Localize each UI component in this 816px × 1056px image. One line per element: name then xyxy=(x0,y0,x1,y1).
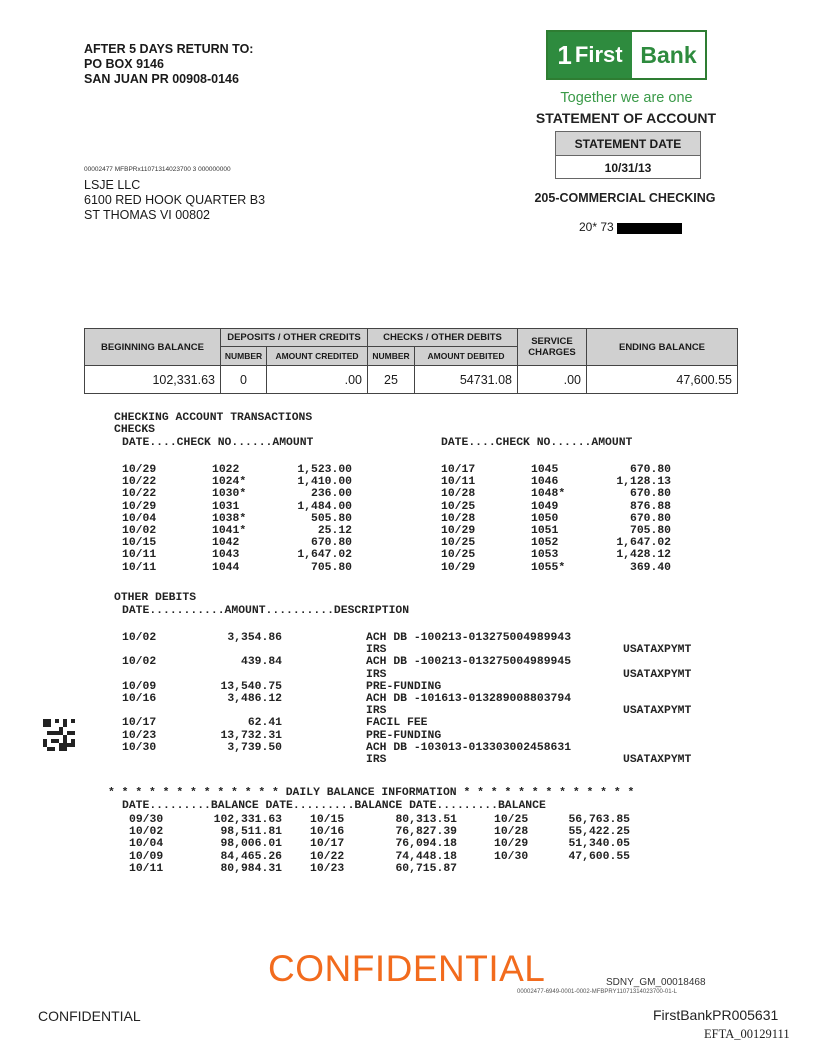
balance-date: 09/30 xyxy=(129,814,164,826)
check-number: 1043 xyxy=(212,549,240,562)
debit-reference: USATAXPYMT xyxy=(623,705,692,718)
balance-amount: 74,448.18 xyxy=(395,850,457,863)
checks-header-left: DATE....CHECK NO......AMOUNT xyxy=(122,437,314,449)
debit-date: 10/23 xyxy=(122,729,157,742)
check-date: 10/25 xyxy=(441,549,476,562)
amount-debited-header: AMOUNT DEBITED xyxy=(415,347,518,366)
check-number: 1024* xyxy=(212,476,247,489)
check-amount: 670.80 xyxy=(629,488,671,501)
firstbank-logo xyxy=(546,30,707,80)
account-number: 20* 73 xyxy=(579,220,614,234)
balance-amount: 80,313.51 xyxy=(395,814,457,826)
balance-amount: 55,422.25 xyxy=(568,826,630,839)
check-date: 10/29 xyxy=(122,464,157,476)
check-date: 10/28 xyxy=(441,512,476,525)
check-date: 10/11 xyxy=(122,549,157,562)
check-amount: 1,647.02 xyxy=(616,537,671,550)
deposits-number-header: NUMBER xyxy=(221,347,267,366)
debit-description: ACH DB -103013-013303002458631 xyxy=(366,741,572,754)
debit-description: ACH DB -101613-013289008803794 xyxy=(366,692,572,705)
balance-date: 10/23 xyxy=(310,862,345,875)
check-number: 1053 xyxy=(531,549,559,562)
check-number: 1046 xyxy=(531,476,559,489)
balance-amount: 76,094.18 xyxy=(395,838,457,851)
balance-date: 10/04 xyxy=(129,838,164,851)
check-number: 1045 xyxy=(531,464,559,476)
check-amount: 25.12 xyxy=(317,524,352,537)
service-charges-header: SERVICE CHARGES xyxy=(518,329,587,366)
balance-date: 10/29 xyxy=(494,838,529,851)
debit-description: ACH DB -100213-013275004989943 xyxy=(366,632,572,644)
statement-title: STATEMENT OF ACCOUNT xyxy=(535,110,717,126)
checks-header: CHECKS / OTHER DEBITS xyxy=(368,329,518,347)
check-date: 10/17 xyxy=(441,464,476,476)
check-date: 10/11 xyxy=(122,561,157,574)
check-amount: 369.40 xyxy=(629,561,671,574)
return-address xyxy=(84,42,253,87)
customer-address-line: ST THOMAS VI 00802 xyxy=(84,208,210,222)
check-date: 10/22 xyxy=(122,488,157,501)
bates-number: SDNY_GM_00018468 xyxy=(606,977,706,988)
balance-date: 10/15 xyxy=(310,814,345,826)
balance-amount: 102,331.63 xyxy=(213,814,282,826)
balance-amount: 47,600.55 xyxy=(568,850,630,863)
balance-date: 10/17 xyxy=(310,838,345,851)
mail-code: 00002477 MFBPRx11071314023700 3 000000000 xyxy=(84,166,231,173)
check-date: 10/29 xyxy=(441,561,476,574)
return-address-line: AFTER 5 DAYS RETURN TO: xyxy=(84,42,254,56)
check-amount: 670.80 xyxy=(310,537,352,550)
debit-payee: IRS xyxy=(366,753,387,766)
customer-address-line: LSJE LLC xyxy=(84,178,141,192)
check-amount: 236.00 xyxy=(310,488,352,501)
check-number: 1044 xyxy=(212,561,240,574)
balance-date: 10/02 xyxy=(129,826,164,839)
check-amount: 1,428.12 xyxy=(616,549,671,562)
debit-description: FACIL FEE xyxy=(366,717,428,730)
account-summary-table xyxy=(84,328,738,394)
balance-amount: 80,984.31 xyxy=(220,862,282,875)
check-amount: 1,410.00 xyxy=(297,476,352,489)
amount-credited-header: AMOUNT CREDITED xyxy=(267,347,368,366)
balance-amount: 84,465.26 xyxy=(220,850,282,863)
footer-bates: FirstBankPR005631 xyxy=(653,1007,779,1023)
check-amount: 705.80 xyxy=(629,524,671,537)
return-address-line: SAN JUAN PR 00908-0146 xyxy=(84,72,239,86)
footer-confidential: CONFIDENTIAL xyxy=(38,1008,141,1024)
statement-date-label: STATEMENT DATE xyxy=(556,132,700,156)
barcode-icon xyxy=(43,719,75,751)
redaction-bar xyxy=(617,223,682,234)
check-number: 1042 xyxy=(212,537,240,550)
daily-balance-title: * * * * * * * * * * * * * DAILY BALANCE INFORMATION * * * * * * * * * * * * * xyxy=(108,787,635,799)
tagline: Together we are one xyxy=(560,90,693,106)
check-date: 10/22 xyxy=(122,476,157,489)
balance-date: 10/16 xyxy=(310,826,345,839)
check-date: 10/29 xyxy=(441,524,476,537)
deposits-header: DEPOSITS / OTHER CREDITS xyxy=(221,329,368,347)
beginning-balance-header: BEGINNING BALANCE xyxy=(85,329,221,366)
transactions-title: CHECKING ACCOUNT TRANSACTIONS xyxy=(114,412,313,424)
debit-amount: 3,739.50 xyxy=(227,741,282,754)
check-date: 10/04 xyxy=(122,512,157,525)
amount-credited-value: .00 xyxy=(267,366,368,394)
check-amount: 876.88 xyxy=(629,500,671,513)
check-number: 1055* xyxy=(531,561,566,574)
balance-amount: 60,715.87 xyxy=(395,862,457,875)
debit-amount: 439.84 xyxy=(240,656,282,669)
balance-amount: 98,006.01 xyxy=(220,838,282,851)
check-date: 10/02 xyxy=(122,524,157,537)
statement-date-value: 10/31/13 xyxy=(604,161,652,175)
balance-date: 10/09 xyxy=(129,850,164,863)
other-debits-label: OTHER DEBITS xyxy=(114,592,197,604)
debit-description: ACH DB -100213-013275004989945 xyxy=(366,656,572,669)
statement-date-box xyxy=(555,131,701,179)
logo-bank: Bank xyxy=(640,41,697,68)
checks-label: CHECKS xyxy=(114,424,156,437)
check-amount: 670.80 xyxy=(629,512,671,525)
other-debits-header: DATE...........AMOUNT..........DESCRIPTION xyxy=(122,605,410,617)
balance-amount: 76,827.39 xyxy=(395,826,457,839)
debit-date: 10/09 xyxy=(122,680,157,693)
check-date: 10/29 xyxy=(122,500,157,513)
check-number: 1051 xyxy=(531,524,559,537)
ending-balance-header: ENDING BALANCE xyxy=(587,329,738,366)
check-number: 1041* xyxy=(212,524,247,537)
check-amount: 1,647.02 xyxy=(297,549,352,562)
check-number: 1048* xyxy=(531,488,566,501)
check-amount: 1,128.13 xyxy=(616,476,671,489)
check-number: 1050 xyxy=(531,512,559,525)
balance-date: 10/25 xyxy=(494,814,529,826)
confidential-stamp: CONFIDENTIAL xyxy=(268,948,546,989)
logo-one: 1 xyxy=(557,39,572,70)
check-number: 1030* xyxy=(212,488,247,501)
beginning-balance-value: 102,331.63 xyxy=(85,366,221,394)
customer-address xyxy=(84,178,265,223)
amount-debited-value: 54731.08 xyxy=(415,366,518,394)
return-address-line: PO BOX 9146 xyxy=(84,57,164,71)
debit-date: 10/17 xyxy=(122,717,157,730)
debit-date: 10/30 xyxy=(122,741,157,754)
debit-amount: 62.41 xyxy=(247,717,282,730)
footer-efta: EFTA_00129111 xyxy=(704,1027,790,1041)
debit-date: 10/16 xyxy=(122,692,157,705)
debit-amount: 3,354.86 xyxy=(227,632,282,644)
balance-amount: 51,340.05 xyxy=(568,838,630,851)
checks-header-right: DATE....CHECK NO......AMOUNT xyxy=(441,437,633,449)
debit-description: PRE-FUNDING xyxy=(366,680,442,693)
account-type: 205-COMMERCIAL CHECKING xyxy=(534,191,716,205)
balance-date: 10/28 xyxy=(494,826,529,839)
transactions-section xyxy=(114,412,312,436)
deposit-count-value: 0 xyxy=(221,366,267,394)
balance-amount: 56,763.85 xyxy=(568,814,630,826)
service-charges-value: .00 xyxy=(518,366,587,394)
check-date: 10/15 xyxy=(122,537,157,550)
checks-number-header: NUMBER xyxy=(368,347,415,366)
debit-reference: USATAXPYMT xyxy=(623,644,692,657)
debit-payee: IRS xyxy=(366,644,387,657)
debit-payee: IRS xyxy=(366,668,387,681)
debit-amount: 13,732.31 xyxy=(220,729,282,742)
debit-payee: IRS xyxy=(366,705,387,718)
debit-date: 10/02 xyxy=(122,656,157,669)
check-number: 1038* xyxy=(212,512,247,525)
document-id: 00002477-6949-0001-0002-MFBPRY11071314023700-01-L xyxy=(517,989,677,995)
check-number: 1049 xyxy=(531,500,559,513)
check-amount: 705.80 xyxy=(310,561,352,574)
check-date: 10/25 xyxy=(441,537,476,550)
check-number: 1052 xyxy=(531,537,559,550)
check-number: 1031 xyxy=(212,500,240,513)
debit-amount: 13,540.75 xyxy=(220,680,282,693)
debit-reference: USATAXPYMT xyxy=(623,668,692,681)
check-amount: 505.80 xyxy=(310,512,352,525)
check-date: 10/25 xyxy=(441,500,476,513)
check-amount: 1,484.00 xyxy=(297,500,352,513)
debit-description: PRE-FUNDING xyxy=(366,729,442,742)
ending-balance-value: 47,600.55 xyxy=(587,366,738,394)
check-count-value: 25 xyxy=(368,366,415,394)
balance-amount: 98,511.81 xyxy=(220,826,282,839)
check-date: 10/28 xyxy=(441,488,476,501)
debit-reference: USATAXPYMT xyxy=(623,753,692,766)
check-amount: 670.80 xyxy=(629,464,671,476)
customer-address-line: 6100 RED HOOK QUARTER B3 xyxy=(84,193,266,207)
balance-date: 10/30 xyxy=(494,850,529,863)
debit-amount: 3,486.12 xyxy=(227,692,282,705)
logo-first: First xyxy=(574,42,623,67)
balance-date: 10/22 xyxy=(310,850,345,863)
balance-date: 10/11 xyxy=(129,862,164,875)
check-amount: 1,523.00 xyxy=(297,464,352,476)
check-number: 1022 xyxy=(212,464,240,476)
debit-date: 10/02 xyxy=(122,632,157,644)
check-date: 10/11 xyxy=(441,476,476,489)
daily-balance-header: DATE.........BALANCE DATE.........BALANCE DATE.........BALANCE xyxy=(122,800,546,812)
